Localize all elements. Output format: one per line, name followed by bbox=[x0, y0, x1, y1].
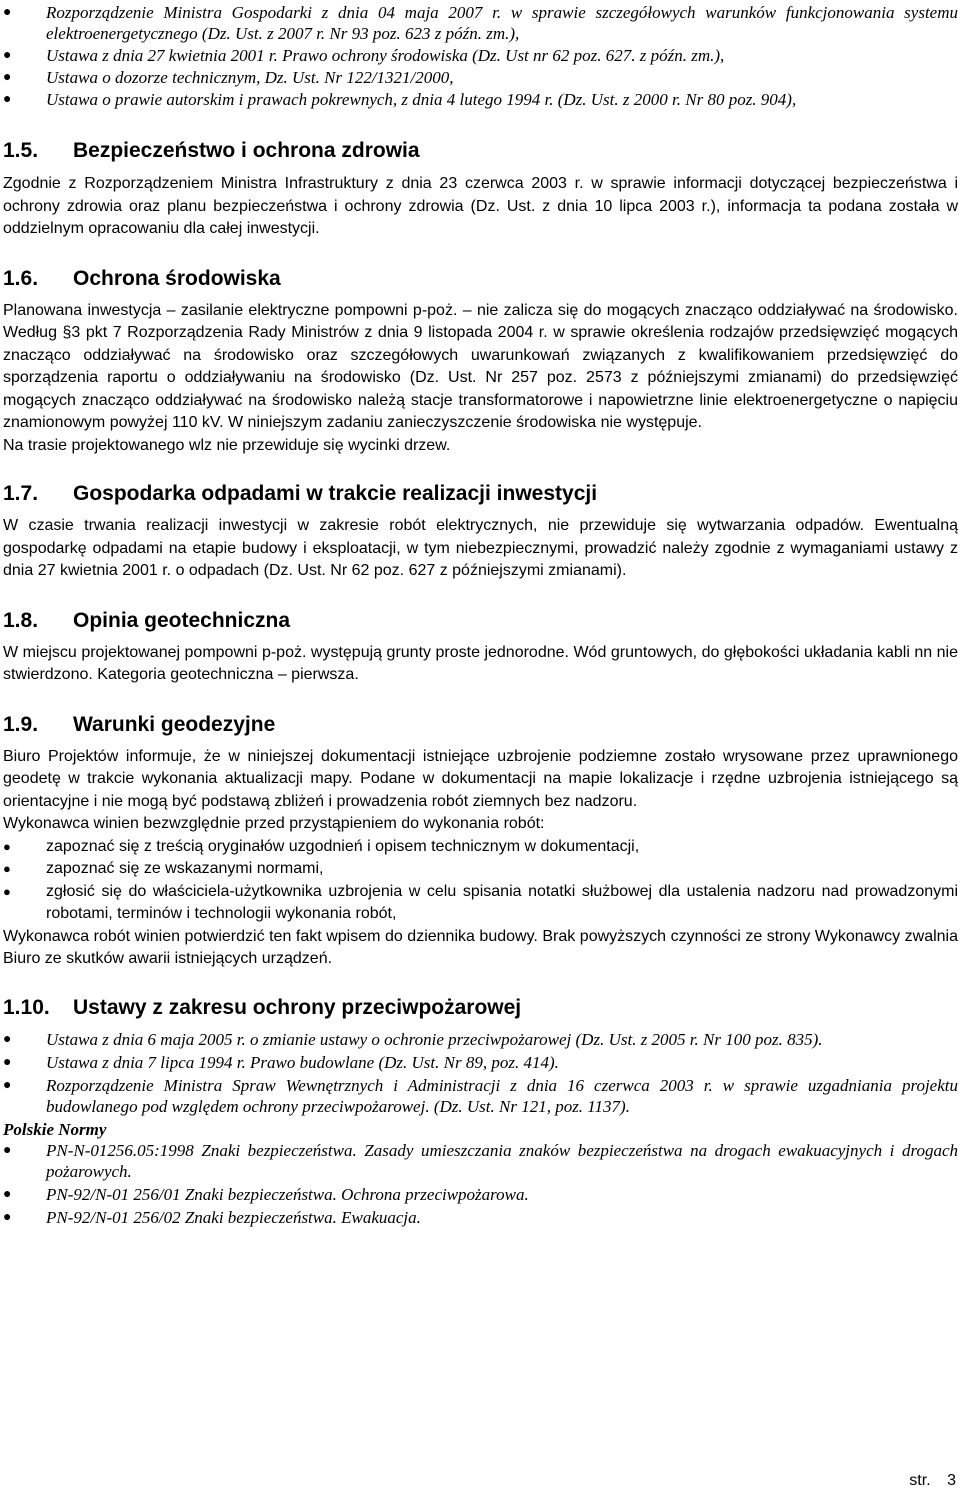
page-number: str. 3 bbox=[909, 1472, 956, 1489]
section-heading-1-7: 1.7. Gospodarka odpadami w trakcie realizacji inwestycji bbox=[3, 482, 598, 505]
list-item: ● zapoznać się z treścią oryginałów uzgodnień i opisem technicznym w dokumentacji, bbox=[3, 836, 958, 859]
contractor-tasks-list bbox=[3, 836, 958, 926]
bullet-icon: ● bbox=[3, 1031, 12, 1047]
section-heading-1-6: 1.6. Ochrona środowiska bbox=[3, 266, 281, 290]
bullet-icon: ● bbox=[3, 1209, 12, 1225]
bullet-icon: ● bbox=[3, 70, 12, 85]
list-item: ● Rozporządzenie Ministra Spraw Wewnętrznych i Administracji z dnia 16 czerwca 2003 r. w sprawie uzgadniania projektu budowlanego pod względem ochrony przeciwpożarowej. (Dz. Ust. Nr 121, poz. 1137). bbox=[3, 1075, 958, 1116]
section-heading-1-10: 1.10. Ustawy z zakresu ochrony przeciwpożarowej bbox=[3, 995, 522, 1019]
section-heading-1-8: 1.8. Opinia geotechniczna bbox=[3, 608, 291, 632]
paragraph: Zgodnie z Rozporządzeniem Ministra Infrastruktury z dnia 23 czerwca 2003 r. w sprawie informacji dotyczącej bezpieczeństwa i ochrony zdrowia oraz planu bezpieczeństwa i ochrony zdrowia (Dz. Ust. z dnia 10 lipca 2003 r.), informacja ta podana została w oddzielnym opracowaniu dla całej inwestycji. bbox=[3, 175, 958, 237]
document-page bbox=[3, 0, 958, 1230]
polish-standards-heading: Polskie Normy bbox=[3, 1119, 107, 1139]
bullet-icon: ● bbox=[3, 92, 12, 107]
list-item: ● PN-92/N-01 256/02 Znaki bezpieczeństwa. Ewakuacja. bbox=[3, 1207, 421, 1227]
bullet-icon: ● bbox=[3, 883, 11, 899]
section-heading-1-5: 1.5. Bezpieczeństwo i ochrona zdrowia bbox=[3, 139, 420, 162]
paragraph: Wykonawca robót winien potwierdzić ten fakt wpisem do dziennika budowy. Brak powyższych czynności ze strony Wykonawcy zwalnia Biuro ze skutków awarii istniejących urządzeń. bbox=[3, 927, 958, 967]
paragraph: Na trasie projektowanego wlz nie przewiduje się wycinki drzew. bbox=[3, 436, 451, 454]
list-item: ● Ustawa z dnia 6 maja 2005 r. o zmianie ustawy o ochronie przeciwpożarowej (Dz. Ust. z 2005 r. Nr 100 poz. 835). bbox=[3, 1029, 823, 1049]
paragraph: Biuro Projektów informuje, że w niniejszej dokumentacji istniejące uzbrojenie podziemne zostało wrysowane przez uprawnionego geodetę w trakcie wykonania aktualizacji mapy. Podane w dokumentacji na mapie lokalizacje i rzędne uzbrojenia istniejącego są orientacyjne i nie mogą być podstawą zbliżeń i prowadzenia robót ziemnych bez nadzoru. bbox=[3, 747, 958, 810]
list-item: ● Ustawa o dozorze technicznym, Dz. Ust. Nr 122/1321/2000, bbox=[3, 68, 454, 87]
list-item: ● PN-N-01256.05:1998 Znaki bezpieczeństwa. Zasady umieszczania znaków bezpieczeństwa na drogach ewakuacyjnych i drogach pożarowych. bbox=[3, 1140, 958, 1181]
bullet-icon: ● bbox=[3, 861, 11, 876]
bullet-icon: ● bbox=[3, 48, 12, 63]
bullet-icon: ● bbox=[3, 1142, 12, 1158]
bullet-icon: ● bbox=[3, 5, 12, 20]
paragraph: W czasie trwania realizacji inwestycji w zakresie robót elektrycznych, nie przewiduje się wytwarzania odpadów. Ewentualną gospodarkę odpadami na etapie budowy i eksploatacji, w tym niebezpiecznymi, prowadzić należy zgodnie z wymaganiami ustawy z dnia 27 kwietnia 2001 r. o odpadach (Dz. Ust. Nr 62 poz. 627 z późniejszymi zmianami). bbox=[3, 517, 958, 579]
list-item: ● Rozporządzenie Ministra Gospodarki z dnia 04 maja 2007 r. w sprawie szczegółowych warunków funkcjonowania systemu elektroenergetycznego (Dz. Ust. z 2007 r. Nr 93 poz. 623 z późn. zm.), bbox=[3, 3, 958, 43]
polish-standards-list bbox=[3, 1140, 958, 1228]
fire-protection-acts-list bbox=[3, 1029, 958, 1117]
section-heading-1-9: 1.9. Warunki geodezyjne bbox=[3, 712, 276, 736]
list-item: ● Ustawa z dnia 27 kwietnia 2001 r. Prawo ochrony środowiska (Dz. Ust nr 62 poz. 627. z późn. zm.), bbox=[3, 46, 725, 65]
bullet-icon: ● bbox=[3, 1077, 12, 1093]
bullet-icon: ● bbox=[3, 1186, 12, 1202]
list-item: ● PN-92/N-01 256/01 Znaki bezpieczeństwa. Ochrona przeciwpożarowa. bbox=[3, 1184, 529, 1204]
paragraph: W miejscu projektowanej pompowni p-poż. występują grunty proste jednorodne. Wód gruntowych, do głębokości układania kabli nn nie stwierdzono. Kategoria geotechniczna – pierwsza. bbox=[3, 643, 958, 683]
paragraph: Planowana inwestycja – zasilanie elektryczne pompowni p-poż. – nie zalicza się do mogących znacząco oddziaływać na środowisko. Według §3 pkt 7 Rozporządzenia Rady Ministrów z dnia 9 listopada 2004 r. w sprawie określenia rodzajów przedsięwzięć mogących znacząco oddziaływać na środowisko oraz szczegółowych uwarunkowań związanych z kwalifikowaniem przedsięwzięć do sporządzenia raportu o oddziaływaniu na środowisko (Dz. Ust. Nr 257 poz. 2573 z późniejszymi zmianami) do przedsięwzięć mogących znacząco oddziaływać na środowisko należą stacje transformatorowe i napowietrzne linie elektroenergetyczne o napięciu znamionowym powyżej 110 kV. W niniejszym zadaniu zanieczyszczenie środowiska nie występuje. bbox=[3, 301, 958, 431]
bullet-icon: ● bbox=[3, 1054, 12, 1070]
list-item: ● zgłosić się do właściciela-użytkownika uzbrojenia w celu spisania notatki służbowej dla ustalenia nadzoru nad prowadzonymi robotami, terminów i technologii wykonania robót, bbox=[3, 882, 958, 922]
list-item: ● Ustawa o prawie autorskim i prawach pokrewnych, z dnia 4 lutego 1994 r. (Dz. Ust. z 2000 r. Nr 80 poz. 904), bbox=[3, 90, 797, 109]
legal-basis-list bbox=[3, 2, 958, 110]
list-item: ● Ustawa z dnia 7 lipca 1994 r. Prawo budowlane (Dz. Ust. Nr 89, poz. 414). bbox=[3, 1052, 559, 1072]
bullet-icon: ● bbox=[3, 838, 11, 854]
paragraph: Wykonawca winien bezwzględnie przed przystąpieniem do wykonania robót: bbox=[3, 815, 545, 832]
list-item: ● zapoznać się ze wskazanymi normami, bbox=[3, 858, 958, 881]
